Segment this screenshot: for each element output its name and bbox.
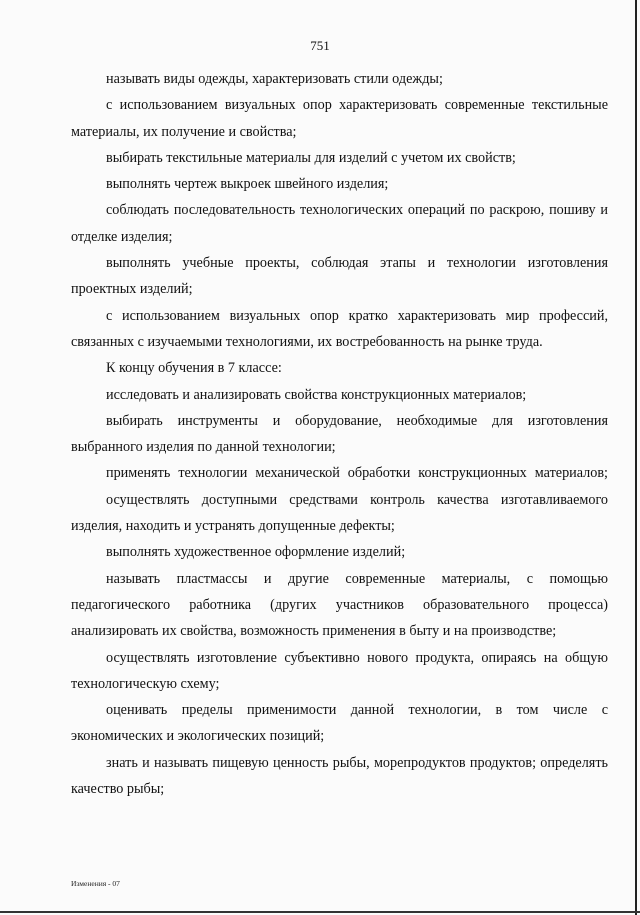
paragraph: выполнять учебные проекты, соблюдая этапы и технологии изготовления проектных изделий; — [71, 255, 608, 298]
paragraph: выполнять чертеж выкроек швейного изделия; — [106, 176, 389, 193]
paragraph: выполнять художественное оформление изделий; — [106, 544, 406, 561]
paragraph: осуществлять доступными средствами контроль качества изготавливаемого изделия, находить и устранять допущенные дефекты; — [71, 491, 608, 535]
paragraph: с использованием визуальных опор характеризовать современные текстильные материалы, их получение и свойства; — [71, 97, 608, 140]
footer-revision-note: Изменения - 07 — [71, 879, 120, 888]
document-body — [71, 66, 608, 802]
paragraph: называть пластмассы и другие современные материалы, с помощью педагогического работника (других участников образовательного процесса) анализировать их свойства, возможность применения в быту и на производстве; — [71, 570, 608, 640]
paragraph: выбирать инструменты и оборудование, необходимые для изготовления выбранного изделия по данной технологии; — [71, 412, 608, 456]
paragraph: выбирать текстильные материалы для изделий с учетом их свойств; — [106, 149, 516, 166]
paragraph: оценивать пределы применимости данной технологии, в том числе с экономических и экологических позиций; — [71, 702, 608, 745]
paragraph: с использованием визуальных опор кратко характеризовать мир профессий, связанных с изучаемыми технологиями, их востребованность на рынке труда. — [71, 307, 608, 350]
scan-edge-right — [635, 0, 637, 915]
paragraph: называть виды одежды, характеризовать стили одежды; — [106, 71, 443, 87]
paragraph: К концу обучения в 7 классе: — [106, 360, 282, 377]
scan-edge-bottom — [0, 911, 640, 913]
paragraph: применять технологии механической обработки конструкционных материалов; — [106, 465, 608, 482]
paragraph: соблюдать последовательность технологических операций по раскрою, пошиву и отделке изделия; — [71, 202, 608, 245]
page-number: 751 — [310, 38, 330, 53]
paragraph: знать и называть пищевую ценность рыбы, морепродуктов продуктов; определять качество рыбы; — [71, 754, 608, 798]
paragraph: исследовать и анализировать свойства конструкционных материалов; — [106, 386, 527, 403]
paragraph: осуществлять изготовление субъективно нового продукта, опираясь на общую технологическую схему; — [71, 649, 608, 692]
